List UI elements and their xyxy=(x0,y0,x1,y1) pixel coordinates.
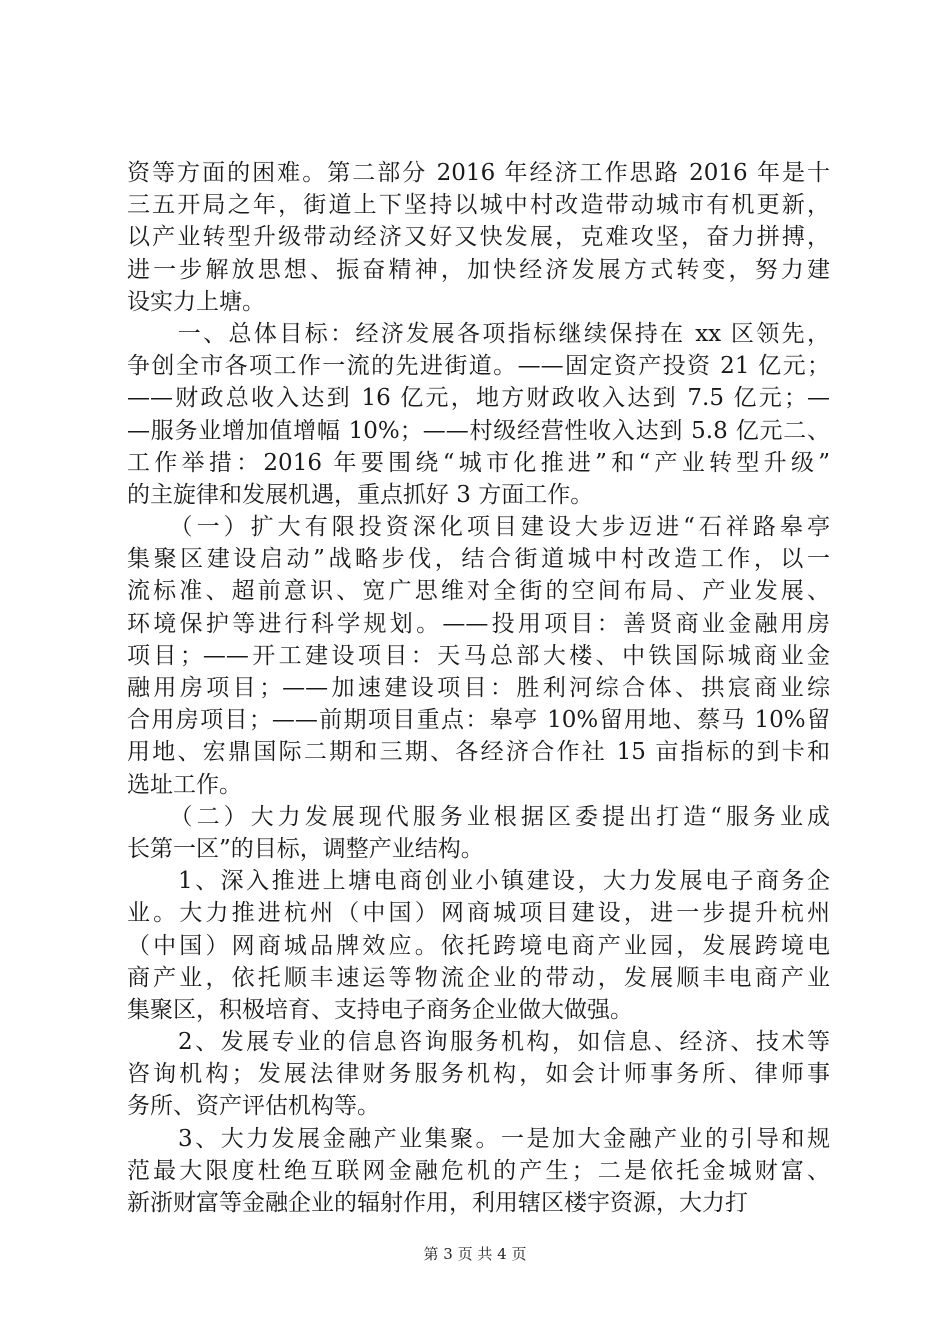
text-line: 资等方面的困难。第二部分 2016 年经济工作思路 2016 年是十 xyxy=(127,160,830,186)
text-line: 进一步解放思想、振奋精神，加快经济发展方式转变，努力建 xyxy=(127,256,830,283)
text-line: 项目；——开工建设项目：天马总部大楼、中铁国际城商业金 xyxy=(127,642,830,669)
text-line: 一、总体目标：经济发展各项指标继续保持在 xx 区领先， xyxy=(127,320,830,347)
paragraph-p1 xyxy=(127,157,830,318)
text-line: 争创全市各项工作一流的先进街道。——固定资产投资 21 亿元； xyxy=(127,353,830,380)
paragraph-p4 xyxy=(127,801,830,865)
paragraph-p3 xyxy=(127,511,830,801)
text-line: 长第一区”的目标，调整产业结构。 xyxy=(127,835,484,862)
text-line: 商产业，依托顺丰速运等物流企业的带动，发展顺丰电商产业 xyxy=(127,964,830,991)
text-line: （中国）网商城品牌效应。依托跨境电商产业园，发展跨境电 xyxy=(127,932,830,959)
text-line: 业。大力推进杭州（中国）网商城项目建设，进一步提升杭州 xyxy=(127,900,830,927)
text-line: 流标准、超前意识、宽广思维对全街的空间布局、产业发展、 xyxy=(127,578,830,605)
text-line: 选址工作。 xyxy=(127,771,242,798)
text-line: 三五开局之年，街道上下坚持以城中村改造带动城市有机更新， xyxy=(127,192,830,219)
text-line: 1、深入推进上塘电商创业小镇建设，大力发展电子商务企 xyxy=(127,868,830,895)
paragraph-p5 xyxy=(127,865,830,1026)
text-line: 集聚区，积极培育、支持电子商务企业做大做强。 xyxy=(127,996,633,1023)
text-line: 合用房项目；——前期项目重点：皋亭 10%留用地、蔡马 10%留 xyxy=(127,707,830,734)
paragraph-p7 xyxy=(127,1123,830,1220)
text-line: （一）扩大有限投资深化项目建设大步迈进“石祥路皋亭 xyxy=(127,514,830,541)
text-line: 新浙财富等金融企业的辐射作用，利用辖区楼宇资源，大力打 xyxy=(127,1190,748,1216)
text-line: 3、大力发展金融产业集聚。一是加大金融产业的引导和规 xyxy=(127,1125,830,1152)
text-line: 融用房项目；——加速建设项目：胜利河综合体、拱宸商业综 xyxy=(127,675,830,701)
text-line: （二）大力发展现代服务业根据区委提出打造“服务业成 xyxy=(127,803,830,830)
text-line: ——财政总收入达到 16 亿元，地方财政收入达到 7.5 亿元；— xyxy=(127,385,830,412)
text-line: 2、发展专业的信息咨询服务机构，如信息、经济、技术等 xyxy=(127,1029,830,1056)
paragraph-p6 xyxy=(127,1026,830,1123)
text-line: 用地、宏鼎国际二期和三期、各经济合作社 15 亩指标的到卡和 xyxy=(127,739,830,766)
text-line: —服务业增加值增幅 10%；——村级经营性收入达到 5.8 亿元二、 xyxy=(127,417,830,444)
text-line: 范最大限度杜绝互联网金融危机的产生；二是依托金城财富、 xyxy=(127,1157,830,1184)
text-line: 咨询机构；发展法律财务服务机构，如会计师事务所、律师事 xyxy=(127,1061,830,1088)
text-line: 集聚区建设启动”战略步伐，结合街道城中村改造工作，以一 xyxy=(127,546,830,573)
text-line: 环境保护等进行科学规划。——投用项目：善贤商业金融用房 xyxy=(127,610,830,637)
text-line: 务所、资产评估机构等。 xyxy=(127,1093,380,1120)
text-line: 设实力上塘。 xyxy=(127,288,265,315)
text-line: 工作举措：2016 年要围绕“城市化推进”和“产业转型升级” xyxy=(127,449,830,476)
paragraph-p2 xyxy=(127,318,830,511)
text-line: 以产业转型升级带动经济又好又快发展，克难攻坚，奋力拼搏， xyxy=(127,224,830,251)
page-footer: 第 3 页 共 4 页 xyxy=(423,1245,527,1263)
text-line: 的主旋律和发展机遇，重点抓好 3 方面工作。 xyxy=(127,481,594,508)
document-body xyxy=(127,157,830,1219)
